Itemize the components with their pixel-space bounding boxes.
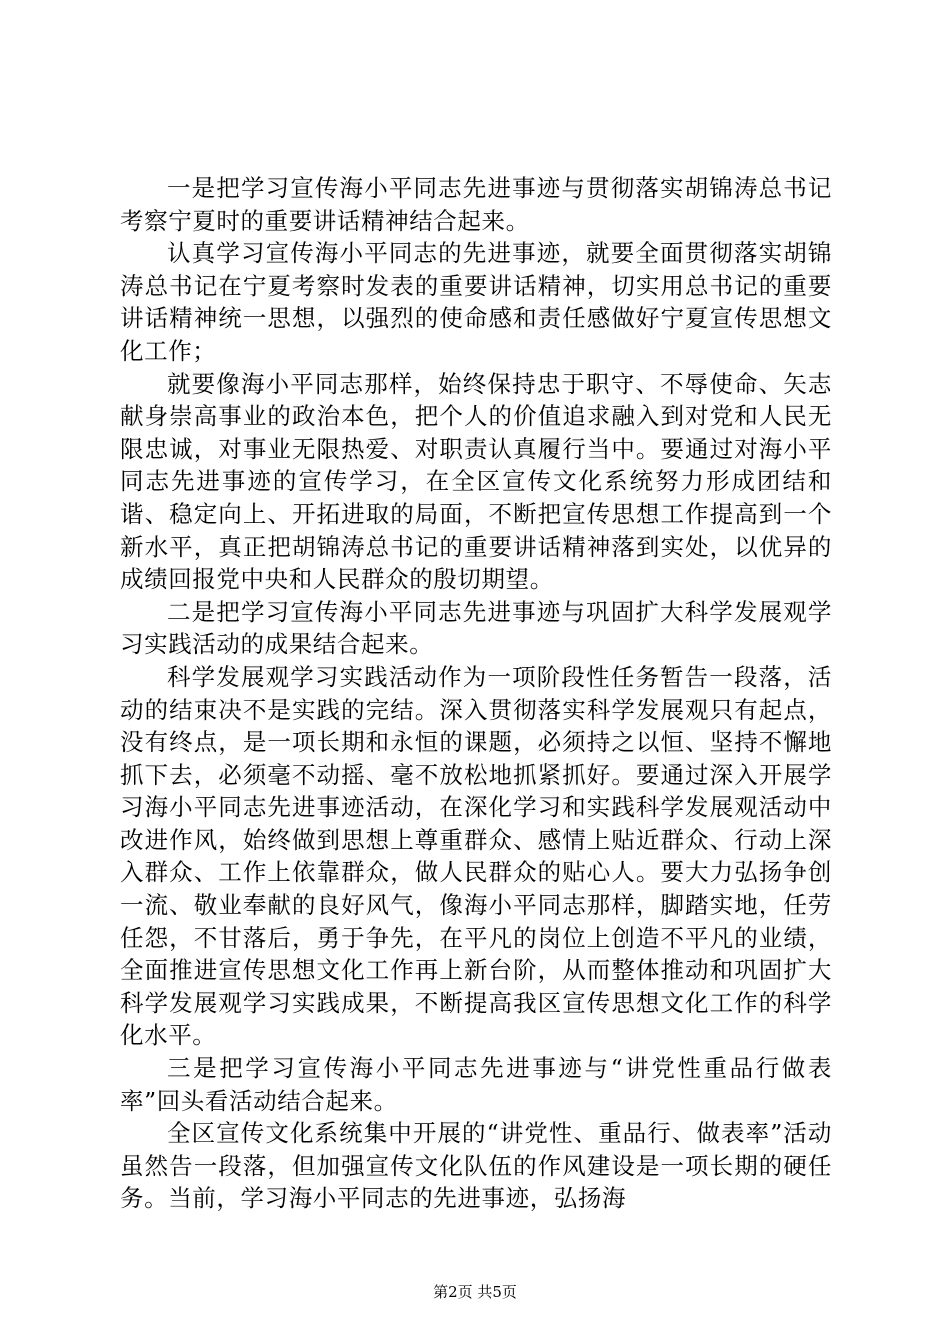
page-number-footer: 第2页 共5页: [433, 1283, 517, 1301]
paragraph: 认真学习宣传海小平同志的先进事迹，就要全面贯彻落实胡锦涛总书记在宁夏考察时发表的重要讲话精神，切实用总书记的重要讲话精神统一思想，以强烈的使命感和责任感做好宁夏宣传思想文化工作；: [120, 239, 832, 365]
paragraph-heading-1: 一是把学习宣传海小平同志先进事迹与贯彻落实胡锦涛总书记考察宁夏时的重要讲话精神结合起来。: [120, 174, 832, 235]
paragraph: 科学发展观学习实践活动作为一项阶段性任务暂告一段落，活动的结束决不是实践的完结。深入贯彻落实科学发展观只有起点，没有终点，是一项长期和永恒的课题，必须持之以恒、坚持不懈地抓下去，必须毫不动摇、毫不放松地抓紧抓好。要通过深入开展学习海小平同志先进事迹活动，在深化学习和实践科学发展观活动中改进作风，始终做到思想上尊重群众、感情上贴近群众、行动上深入群众、工作上依靠群众，做人民群众的贴心人。要大力弘扬争创一流、敬业奉献的良好风气，像海小平同志那样，脚踏实地，任劳任怨，不甘落后，勇于争先，在平凡的岗位上创造不平凡的业绩，全面推进宣传思想文化工作再上新台阶，从而整体推动和巩固扩大科学发展观学习实践成果，不断提高我区宣传思想文化工作的科学化水平。: [120, 662, 832, 1050]
paragraph: 全区宣传文化系统集中开展的“讲党性、重品行、做表率”活动虽然告一段落，但加强宣传文化队伍的作风建设是一项长期的硬任务。当前，学习海小平同志的先进事迹，弘扬海: [120, 1119, 832, 1213]
paragraph-heading-3: 三是把学习宣传海小平同志先进事迹与“讲党性重品行做表率”回头看活动结合起来。: [120, 1054, 832, 1115]
paragraph: 就要像海小平同志那样，始终保持忠于职守、不辱使命、矢志献身崇高事业的政治本色，把个人的价值追求融入到对党和人民无限忠诚，对事业无限热爱、对职责认真履行当中。要通过对海小平同志先进事迹的宣传学习，在全区宣传文化系统努力形成团结和谐、稳定向上、开拓进取的局面，不断把宣传思想工作提高到一个新水平，真正把胡锦涛总书记的重要讲话精神落到实处，以优异的成绩回报党中央和人民群众的殷切期望。: [120, 369, 832, 594]
paragraph-heading-2: 二是把学习宣传海小平同志先进事迹与巩固扩大科学发展观学习实践活动的成果结合起来。: [120, 597, 832, 659]
document-body: [120, 172, 832, 1215]
